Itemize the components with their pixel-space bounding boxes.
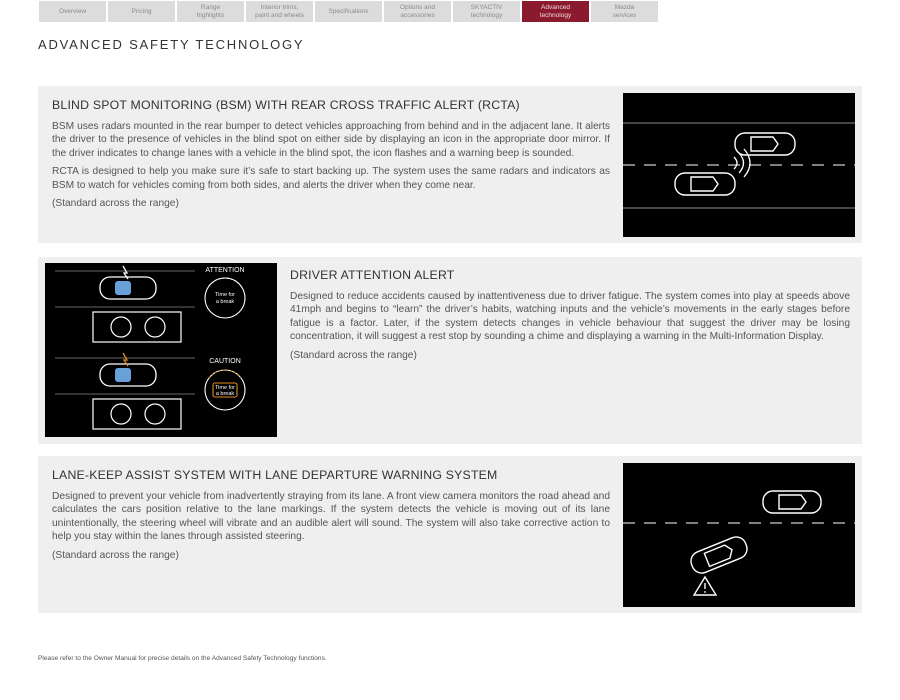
lane-keep-section [38, 456, 862, 613]
attention-label: ATTENTION [205, 267, 245, 274]
bsm-illustration [623, 93, 855, 237]
radar-wave-icon [734, 149, 750, 177]
steering-hands-icon [93, 312, 181, 342]
section-title: DRIVER ATTENTION ALERT [290, 268, 455, 282]
car-icon [763, 491, 821, 513]
nav-tabs [39, 1, 658, 22]
driver-attention-section [38, 257, 862, 444]
car-icon [675, 173, 735, 195]
tab-advanced-technology[interactable]: Advanced technology [522, 1, 589, 22]
driver-attention-text [290, 268, 850, 362]
caution-label: CAUTION [209, 358, 241, 365]
tab-range-highlights[interactable]: Range highlights [177, 1, 244, 22]
section-title: BLIND SPOT MONITORING (BSM) WITH REAR CROSS TRAFFIC ALERT (RCTA) [52, 98, 520, 112]
lane-keep-illustration [623, 463, 855, 607]
footnote: Please refer to the Owner Manual for precise details on the Advanced Safety Technology functions. [38, 655, 327, 662]
bsm-section [38, 86, 862, 243]
tab-interior-trims[interactable]: Interior trims, paint and wheels [246, 1, 313, 22]
page-title: ADVANCED SAFETY TECHNOLOGY [38, 37, 305, 52]
standard-note: (Standard across the range) [52, 198, 179, 210]
tab-overview[interactable]: Overview [39, 1, 106, 22]
section-paragraph: Designed to prevent your vehicle from inadvertently straying from its lane. A front view camera monitors the road ahead and calculates the cars position relative to the lane markings. If the system detects the vehicle is moving out of its lane unintentionally, the steering wheel will vibrate and an audible alert will sound. The system will also take corrective action to help you stay within the lanes through assisted steering. [52, 491, 610, 543]
display-text: a break [215, 299, 235, 305]
gauge-icon [205, 278, 245, 318]
section-paragraph: Designed to reduce accidents caused by inattentiveness due to driver fatigue. The system comes into play at speeds above 41mph and begins to “learn” the driver’s habits, watching inputs and the vehicle’s movements in the early stages before fatigue is a factor. Later, if the system detects changes in vehicle behaviour that suggest the driver may be losing concentration, it will suggest a rest stop by sounding a chime and displaying a warning in the Multi-Information Display. [290, 291, 850, 343]
lane-keep-text [52, 468, 610, 562]
standard-note: (Standard across the range) [52, 549, 179, 561]
steering-hands-icon [93, 399, 181, 429]
tab-mazda-services[interactable]: Mazda services [591, 1, 658, 22]
car-icon [735, 133, 795, 155]
section-title: LANE-KEEP ASSIST SYSTEM WITH LANE DEPARTURE WARNING SYSTEM [52, 468, 498, 482]
display-text: a break [215, 391, 235, 397]
car-icon [688, 534, 750, 576]
section-paragraph: BSM uses radars mounted in the rear bumper to detect vehicles approaching from behind and in the adjacent lane. It alerts the driver to the presence of vehicles in the blind spot on either side by displaying an icon in the appropriate door mirror. If the driver indicates to change lanes with a vehicle in the blind spot, the icon flashes and a warning beep is sounded. [52, 121, 610, 159]
standard-note: (Standard across the range) [290, 349, 417, 361]
tab-options-accessories[interactable]: Options and accessories [384, 1, 451, 22]
car-icon [100, 364, 156, 386]
display-text: Time for [215, 292, 235, 298]
driver-attention-illustration [45, 263, 277, 437]
section-paragraph: RCTA is designed to help you make sure it’s safe to start backing up. The system uses the same radars and indicators as BSM to watch for vehicles coming from both sides, and alerts the driver when they come near. [52, 166, 610, 191]
tab-skyactiv-technology[interactable]: SKYACTIV technology [453, 1, 520, 22]
tab-specifications[interactable]: Specifications [315, 1, 382, 22]
warning-triangle-icon [694, 577, 716, 595]
tab-pricing[interactable]: Pricing [108, 1, 175, 22]
display-text: Time for [215, 385, 235, 391]
car-icon [100, 277, 156, 299]
bsm-text [52, 98, 610, 210]
